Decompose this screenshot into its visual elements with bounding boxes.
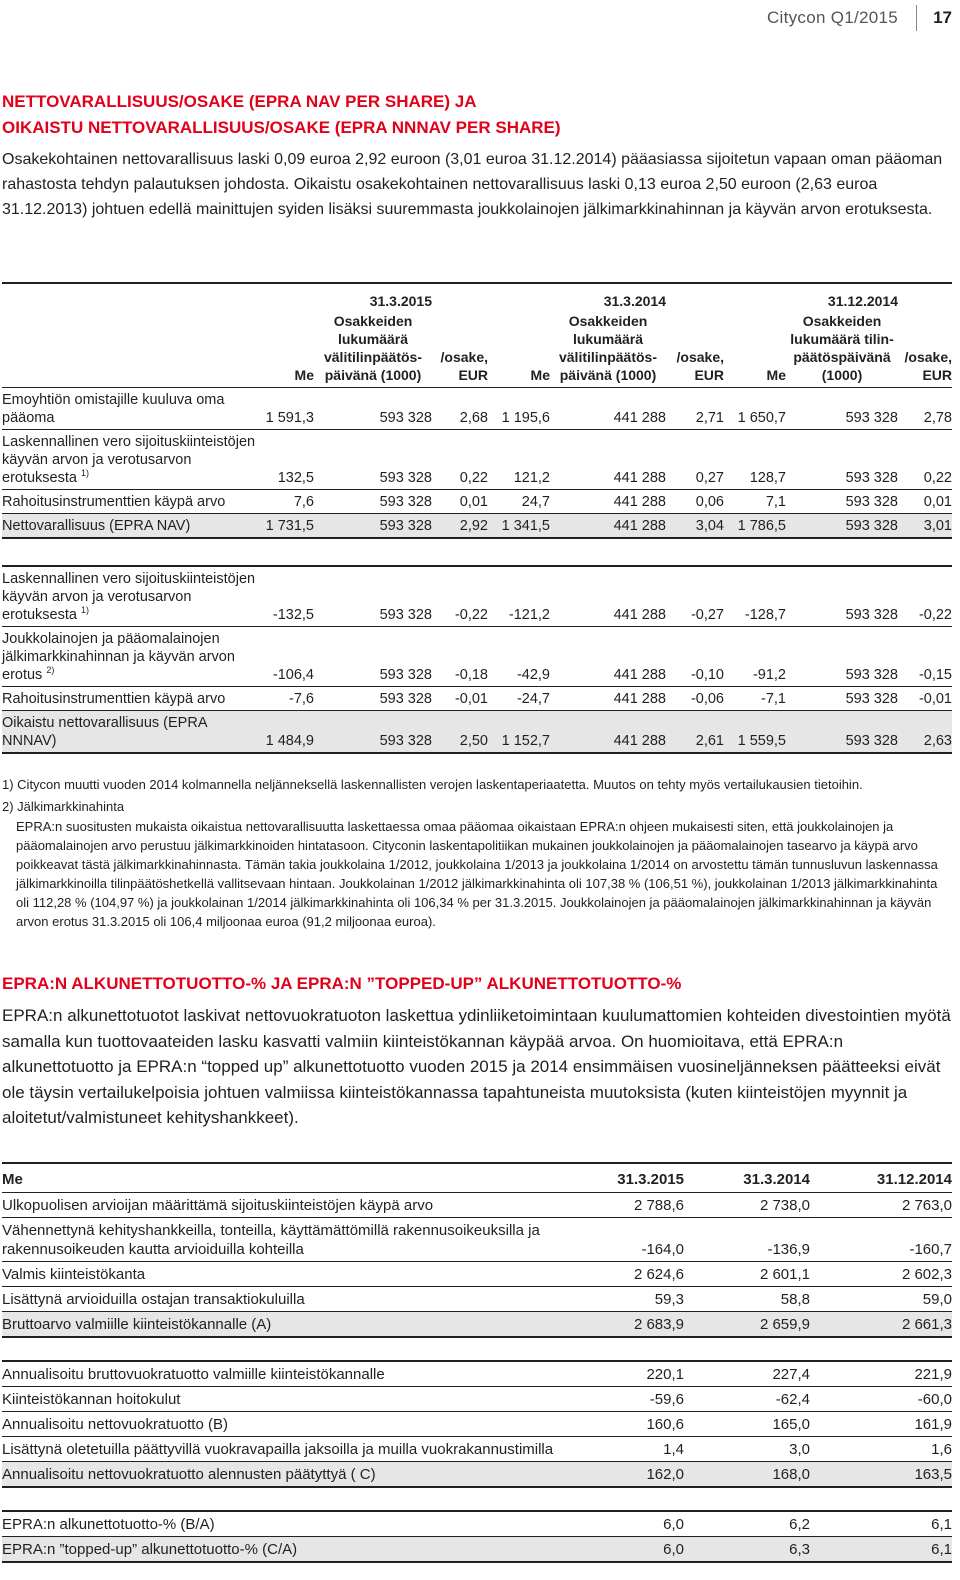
- col-header-per-share: /osake, EUR: [440, 349, 488, 383]
- nav-table-row: [2, 430, 952, 490]
- nav-cell: -0,01: [898, 687, 952, 711]
- footnote-ref: 1): [81, 468, 90, 479]
- nav-cell: 441 288: [550, 514, 666, 539]
- nav-cell: 0,06: [666, 490, 724, 514]
- nav-cell: 593 328: [314, 566, 432, 627]
- yield-row-label: Ulkopuolisen arvioijan määrittämä sijoituskiinteistöjen käypä arvo: [2, 1193, 562, 1218]
- yield-row-label: Kiinteistökannan hoitokulut: [2, 1387, 562, 1412]
- nav-cell: 593 328: [314, 430, 432, 490]
- nav-cell: 593 328: [314, 627, 432, 687]
- yield-cell: 6,1: [810, 1511, 952, 1537]
- nav-cell: 593 328: [314, 514, 432, 539]
- yield-table-row: [2, 1511, 952, 1537]
- yield-row-label: Annualisoitu bruttovuokratuotto valmiille kiinteistökannalle: [2, 1361, 562, 1387]
- yield-cell: 3,0: [684, 1437, 810, 1462]
- nav-cell: 1 731,5: [260, 514, 314, 539]
- footnote-2-body: EPRA:n suositusten mukaista oikaistua nettovarallisuutta laskettaessa omaa pääomaa oikaistaan EPRA:n ohjeen mukaisesti siten, että joukkolainojen ja pääomalainojen arvo perustuu jälkimarkkinoiden hintatasoon. Cityconin laskentapolitiikan mukainen joukkolainojen ja pääomalainojen tasearvo ja käypä arvo poikkeavat tästä jälkimarkkinahinnasta. Tämän takia joukkolaina 1/2012, joukkolaina 1/2013 ja joukkolaina 1/2014 on arvostettu tämän tunnusluvun laskennassa jälkimarkkinoilla tilinpäätöshetkellä vallitsevaan hintaan. Joukkolainan 1/2012 jälkimarkkinahinta oli 107,38 % (106,51 %), joukkolainan 1/2013 jälkimarkkinahinta oli 112,28 % (104,97 %) ja joukkolainan 1/2014 jälkimarkkinahinta oli 106,34 % per 31.3.2015. Joukkolainojen ja pääomalainojen jälkimarkkinahinnan ja käyvän arvon erotus 31.3.2015 oli 106,4 miljoonaa euroa (91,2 miljoonaa euroa).: [16, 819, 938, 929]
- nav-cell: 441 288: [550, 566, 666, 627]
- yield-cell: 2 763,0: [810, 1193, 952, 1218]
- footnote-ref: 1): [81, 605, 90, 616]
- yield-row-label: Vähennettynä kehityshankkeilla, tonteilla, käyttämättömillä rakennusoikeuksilla ja rakennusoikeuden kautta arvioiduilla kohteilla: [2, 1218, 562, 1262]
- nav-cell: 2,63: [898, 711, 952, 754]
- yield-cell: -62,4: [684, 1387, 810, 1412]
- yield-cell: 221,9: [810, 1361, 952, 1387]
- nav-cell: 2,92: [432, 514, 488, 539]
- nav-cell: 593 328: [786, 430, 898, 490]
- col-header-per-share: /osake, EUR: [904, 349, 952, 383]
- nav-cell: 1 786,5: [724, 514, 786, 539]
- nav-cell: 593 328: [786, 687, 898, 711]
- nav-cell: 2,61: [666, 711, 724, 754]
- yield-table-row: [2, 1262, 952, 1287]
- footnote-2-title: 2) Jälkimarkkinahinta: [2, 799, 125, 814]
- nav-cell: -0,01: [432, 687, 488, 711]
- nav-cell: 0,01: [898, 490, 952, 514]
- nav-cell: 593 328: [786, 711, 898, 754]
- yield-table-row: [2, 1462, 952, 1488]
- nav-cell: 0,22: [432, 430, 488, 490]
- yield-col-header-2014q1: 31.3.2014: [684, 1163, 810, 1193]
- footnote-ref: 2): [46, 665, 55, 676]
- nav-cell: -42,9: [488, 627, 550, 687]
- nav-cell: 2,68: [432, 388, 488, 430]
- yield-cell: 165,0: [684, 1412, 810, 1437]
- nav-table-row: [2, 627, 952, 687]
- nav-cell: 121,2: [488, 430, 550, 490]
- nav-table: [2, 282, 952, 754]
- nav-cell: 0,01: [432, 490, 488, 514]
- nav-section-title-line1: NETTOVARALLISUUS/OSAKE (EPRA NAV PER SHARE) JA: [2, 92, 477, 111]
- yield-table-row: [2, 1412, 952, 1437]
- nav-cell: 1 559,5: [724, 711, 786, 754]
- col-header-per-share: /osake, EUR: [676, 349, 724, 383]
- yield-row-label: Annualisoitu nettovuokratuotto (B): [2, 1412, 562, 1437]
- page-header: [767, 6, 952, 30]
- nav-cell: 3,04: [666, 514, 724, 539]
- nav-cell: -91,2: [724, 627, 786, 687]
- nav-cell: 593 328: [786, 566, 898, 627]
- nav-table-row: [2, 490, 952, 514]
- yield-cell: 220,1: [562, 1361, 684, 1387]
- yield-cell: -160,7: [810, 1218, 952, 1262]
- nav-table-row: [2, 514, 952, 539]
- nav-cell: 1 195,6: [488, 388, 550, 430]
- yield-row-label: EPRA:n ”topped-up” alkunettotuotto-% (C/A): [2, 1537, 562, 1563]
- nav-cell: -0,22: [432, 566, 488, 627]
- yield-table-row: [2, 1287, 952, 1312]
- yield-table-row: [2, 1312, 952, 1338]
- nav-cell: 0,22: [898, 430, 952, 490]
- nav-table-row: [2, 711, 952, 754]
- yield-cell: 168,0: [684, 1462, 810, 1488]
- nav-cell: 2,71: [666, 388, 724, 430]
- nav-cell: -0,10: [666, 627, 724, 687]
- nav-cell: -0,06: [666, 687, 724, 711]
- report-title: Citycon Q1/2015: [766, 8, 899, 27]
- yield-table-row: [2, 1387, 952, 1412]
- nav-cell: 132,5: [260, 430, 314, 490]
- nav-cell: 441 288: [550, 687, 666, 711]
- nav-cell: -132,5: [260, 566, 314, 627]
- yield-cell: 6,1: [810, 1537, 952, 1563]
- nav-row-label: Joukkolainojen ja pääomalainojen jälkimarkkinahinnan ja käyvän arvon erotus $^{2)}$: [2, 627, 260, 687]
- nav-cell: 1 341,5: [488, 514, 550, 539]
- yield-col-header-2014fy: 31.12.2014: [810, 1163, 952, 1193]
- nav-cell: 2,78: [898, 388, 952, 430]
- nav-cell: 1 484,9: [260, 711, 314, 754]
- yield-cell: -136,9: [684, 1218, 810, 1262]
- nav-row-label: Laskennallinen vero sijoituskiinteistöjen käyvän arvon ja verotusarvon erotuksesta $^{1)}$: [2, 430, 260, 490]
- yield-cell: 6,2: [684, 1511, 810, 1537]
- epra-yield-table: [2, 1162, 952, 1563]
- yield-col-header-2015q1: 31.3.2015: [562, 1163, 684, 1193]
- yield-cell: 2 661,3: [810, 1312, 952, 1338]
- nav-cell: -121,2: [488, 566, 550, 627]
- nav-cell: -7,1: [724, 687, 786, 711]
- nav-cell: 441 288: [550, 430, 666, 490]
- nav-cell: 7,6: [260, 490, 314, 514]
- footnote-1: 1) Citycon muutti vuoden 2014 kolmannella neljänneksellä laskennallisten verojen laskentaperiaatetta. Muutos on tehty myös vertailukausien tietoihin.: [2, 777, 863, 792]
- yield-cell: 2 659,9: [684, 1312, 810, 1338]
- yield-cell: -60,0: [810, 1387, 952, 1412]
- col-header-me: Me: [294, 367, 314, 383]
- yield-cell: -59,6: [562, 1387, 684, 1412]
- nav-date-2014fy: 31.12.2014: [827, 293, 898, 309]
- yield-cell: 163,5: [810, 1462, 952, 1488]
- nav-row-label: Emoyhtiön omistajille kuuluva oma pääoma: [2, 388, 260, 430]
- nav-cell: -0,18: [432, 627, 488, 687]
- yield-row-label: EPRA:n alkunettotuotto-% (B/A): [2, 1511, 562, 1537]
- nav-table-row: [2, 566, 952, 627]
- nav-date-2015q1: 31.3.2015: [369, 293, 432, 309]
- nav-cell: 593 328: [314, 490, 432, 514]
- yield-cell: 2 624,6: [562, 1262, 684, 1287]
- yield-cell: 6,3: [684, 1537, 810, 1563]
- yield-table-row: [2, 1361, 952, 1387]
- nav-date-2014q1: 31.3.2014: [603, 293, 666, 309]
- nav-cell: 2,50: [432, 711, 488, 754]
- nav-intro-paragraph: Osakekohtainen nettovarallisuus laski 0,09 euroa 2,92 euroon (3,01 euroa 31.12.2014) pääasiassa sijoitetun vapaan oman pääoman rahastosta tehdyn palautuksen johdosta. Oikaistu osakekohtainen nettovarallisuus laski 0,13 euroa 2,50 euroon (2,63 euroa 31.12.2013) johtuen edellä mainittujen syiden lisäksi suuremmasta joukkolainojen jälkimarkkinahinnan ja käyvän arvon erotuksesta.: [2, 151, 943, 218]
- nav-cell: 7,1: [724, 490, 786, 514]
- nav-cell: 441 288: [550, 490, 666, 514]
- yield-row-label: Bruttoarvo valmiille kiinteistökannalle (A): [2, 1312, 562, 1338]
- col-header-shares: Osakkeiden lukumäärä välitilinpäätös-päivänä (1000): [558, 313, 658, 383]
- nav-table-row: [2, 388, 952, 430]
- col-header-shares: Osakkeiden lukumäärä tilin-päätöspäivänä (1000): [790, 313, 894, 383]
- nav-cell: 24,7: [488, 490, 550, 514]
- nav-cell: 593 328: [314, 388, 432, 430]
- nav-cell: 441 288: [550, 388, 666, 430]
- nav-cell: 593 328: [786, 490, 898, 514]
- yield-row-label: Valmis kiinteistökanta: [2, 1262, 562, 1287]
- yield-cell: 162,0: [562, 1462, 684, 1488]
- yield-cell: 2 788,6: [562, 1193, 684, 1218]
- nav-row-label: Laskennallinen vero sijoituskiinteistöjen käyvän arvon ja verotusarvon erotuksesta $^{1)}$: [2, 566, 260, 627]
- yield-cell: 6,0: [562, 1511, 684, 1537]
- nav-section-title-line2: OIKAISTU NETTOVARALLISUUS/OSAKE (EPRA NNNAV PER SHARE): [2, 118, 561, 137]
- yield-cell: 58,8: [684, 1287, 810, 1312]
- yield-section-title: EPRA:N ALKUNETTOTUOTTO-% JA EPRA:N ”TOPPED-UP” ALKUNETTOTUOTTO-%: [2, 974, 682, 993]
- yield-cell: 2 683,9: [562, 1312, 684, 1338]
- col-header-me: Me: [530, 367, 550, 383]
- yield-table-row: [2, 1537, 952, 1563]
- yield-cell: 1,4: [562, 1437, 684, 1462]
- nav-cell: -24,7: [488, 687, 550, 711]
- yield-row-label: Lisättynä oletetuilla päättyvillä vuokravapailla jaksoilla ja muilla vuokrakannustimilla: [2, 1437, 562, 1462]
- col-header-me: Me: [766, 367, 786, 383]
- yield-table-row: [2, 1193, 952, 1218]
- yield-row-label: Annualisoitu nettovuokratuotto alennusten päätyttyä ( C): [2, 1462, 562, 1488]
- nav-cell: 593 328: [786, 627, 898, 687]
- yield-cell: 6,0: [562, 1537, 684, 1563]
- yield-cell: 1,6: [810, 1437, 952, 1462]
- nav-cell: 441 288: [550, 627, 666, 687]
- nav-cell: -7,6: [260, 687, 314, 711]
- yield-cell: 161,9: [810, 1412, 952, 1437]
- nav-cell: 593 328: [314, 711, 432, 754]
- nav-cell: 0,27: [666, 430, 724, 490]
- nav-cell: 128,7: [724, 430, 786, 490]
- nav-cell: -128,7: [724, 566, 786, 627]
- yield-table-row: [2, 1218, 952, 1262]
- yield-cell: 2 602,3: [810, 1262, 952, 1287]
- yield-row-label: Lisättynä arvioiduilla ostajan transaktiokuluilla: [2, 1287, 562, 1312]
- nav-cell: 593 328: [786, 514, 898, 539]
- nav-cell: -0,22: [898, 566, 952, 627]
- nav-row-label: Oikaistu nettovarallisuus (EPRA NNNAV): [2, 711, 260, 754]
- nav-cell: 1 152,7: [488, 711, 550, 754]
- nav-cell: 3,01: [898, 514, 952, 539]
- yield-cell: -164,0: [562, 1218, 684, 1262]
- nav-cell: -0,27: [666, 566, 724, 627]
- yield-col-header-me: Me: [2, 1163, 562, 1193]
- yield-cell: 59,0: [810, 1287, 952, 1312]
- nav-row-label: Rahoitusinstrumenttien käypä arvo: [2, 490, 260, 514]
- nav-cell: 441 288: [550, 711, 666, 754]
- nav-cell: 1 591,3: [260, 388, 314, 430]
- yield-cell: 160,6: [562, 1412, 684, 1437]
- nav-row-label: Rahoitusinstrumenttien käypä arvo: [2, 687, 260, 711]
- nav-table-row: [2, 687, 952, 711]
- yield-cell: 59,3: [562, 1287, 684, 1312]
- nav-cell: 1 650,7: [724, 388, 786, 430]
- page-number: 17: [933, 8, 952, 27]
- yield-cell: 227,4: [684, 1361, 810, 1387]
- nav-cell: -106,4: [260, 627, 314, 687]
- nav-row-label: Nettovarallisuus (EPRA NAV): [2, 514, 260, 539]
- col-header-shares: Osakkeiden lukumäärä välitilinpäätös-päivänä (1000): [323, 313, 423, 383]
- yield-table-row: [2, 1437, 952, 1462]
- yield-cell: 2 738,0: [684, 1193, 810, 1218]
- yield-intro-paragraph: EPRA:n alkunettotuotot laskivat nettovuokratuoton laskettua ydinliiketoimintaan kuulumattomien kohteiden divestointien myötä samalla kun tuottovaateiden lasku kasvatti valmiin kiinteistökannan käypää arvoa. On huomioitava, että EPRA:n alkunettotuotto ja EPRA:n “topped up” alkunettotuotto vuoden 2015 ja 2014 ensimmäisen vuosineljänneksen päätteeksi eivät ole täysin vertailukelpoisia johtuen valmiissa kiinteistökannassa tapahtuneista muutoksista (kuten kiinteistöjen myynnit ja aloitetut/valmistuneet kehityshankkeet).: [2, 1006, 951, 1127]
- nav-cell: 593 328: [786, 388, 898, 430]
- yield-cell: 2 601,1: [684, 1262, 810, 1287]
- nav-cell: -0,15: [898, 627, 952, 687]
- nav-cell: 593 328: [314, 687, 432, 711]
